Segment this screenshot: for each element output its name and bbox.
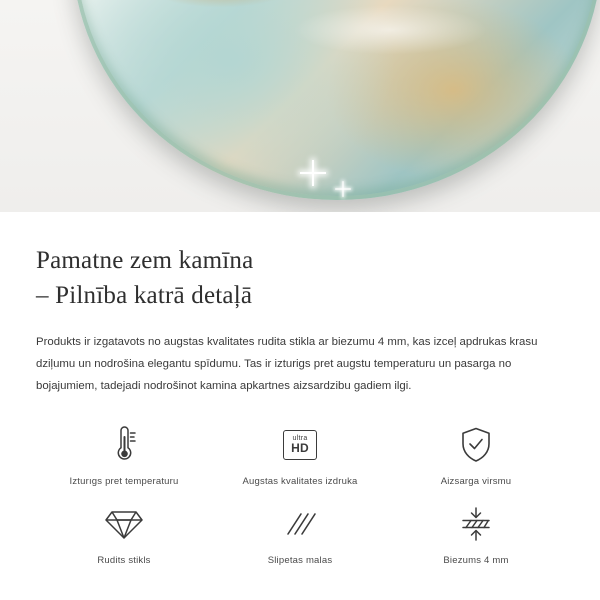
hero-image [0, 0, 600, 212]
marble-glass-disc [72, 0, 600, 200]
thermometer-icon [109, 424, 139, 466]
feature-item [212, 503, 388, 566]
feature-item [388, 424, 564, 487]
feature-item [212, 424, 388, 487]
feature-item [36, 424, 212, 487]
page-title-line1: Pamatne zem kamīna [36, 247, 254, 274]
page-title-line2: – Pilnība katrā detaļā [36, 281, 253, 309]
feature-item [36, 503, 212, 566]
feature-label: Aizsarga virsmu [440, 475, 512, 487]
feature-label: Slipetas malas [267, 554, 333, 566]
feature-label: Rudits stikls [97, 554, 151, 566]
feature-grid [36, 424, 564, 566]
content-area [0, 212, 600, 566]
feature-label: Izturıgs pret temperaturu [69, 475, 179, 487]
thickness-arrows-icon [457, 503, 495, 545]
feature-label: Biezums 4 mm [443, 554, 509, 566]
ultra-hd-icon [283, 424, 317, 466]
diamond-icon [104, 503, 144, 545]
ultra-hd-badge-top: ultra [292, 435, 308, 443]
feature-item [388, 503, 564, 566]
page-title [36, 244, 564, 313]
ultra-hd-badge-bottom: HD [291, 441, 309, 456]
polished-edges-icon [282, 503, 318, 545]
description-paragraph: Produkts ir izgatavots no augstas kvalitates rudita stikla ar biezumu 4 mm, kas izceļ apdrukas krasu dziļumu un nodrošina elegantu spīdumu. Tas ir izturigs pret augstu temperaturu un pasarga no bojajumiem, tadejadi nodrošinot kamina apkartnes aizsardzibu gadiem ilgi. [36, 336, 538, 393]
shield-check-icon [459, 424, 493, 466]
feature-label: Augstas kvalitates izdruka [242, 475, 358, 487]
